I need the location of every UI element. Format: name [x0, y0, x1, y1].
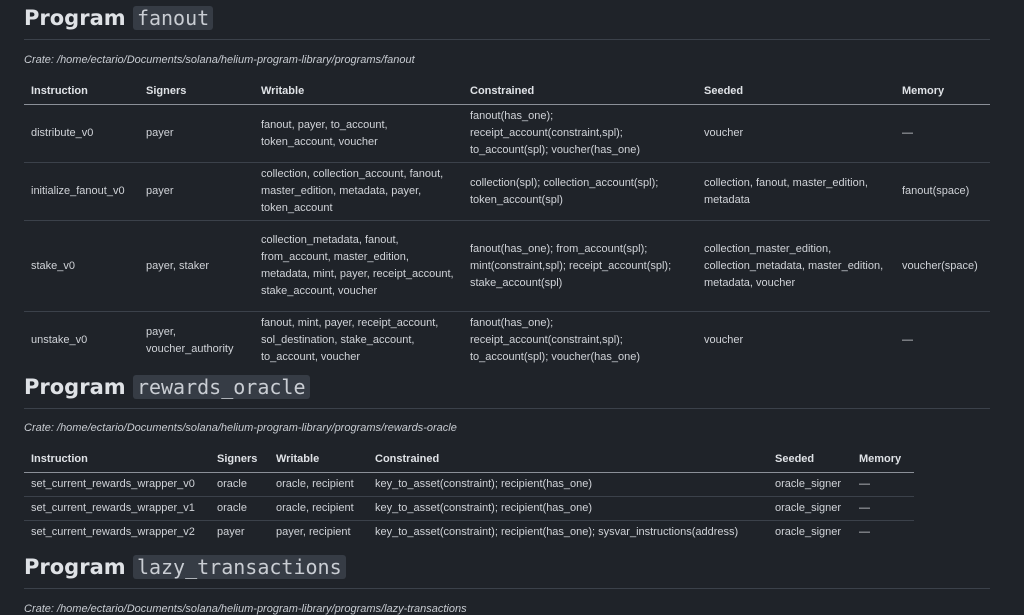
program-heading-lazy-transactions — [24, 552, 990, 582]
column-header: Memory — [852, 446, 914, 473]
table-cell: oracle_signer — [775, 477, 842, 490]
table-cell: — — [902, 334, 913, 347]
table-row — [24, 520, 914, 544]
table-cell: — — [859, 525, 870, 538]
program-heading-label: Program — [24, 555, 126, 579]
table-cell: oracle, recipient — [276, 501, 354, 514]
program-heading-fanout — [24, 0, 990, 33]
program-heading-label: Program — [24, 374, 126, 399]
column-header: Signers — [139, 78, 254, 105]
table-row — [24, 105, 990, 163]
column-header: Writable — [269, 446, 368, 473]
table-cell: key_to_asset(constraint); recipient(has_one); sysvar_instructions(address) — [375, 525, 739, 538]
column-header: Writable — [254, 78, 463, 105]
column-header: Memory — [895, 78, 990, 105]
instructions-table-rewards-oracle — [24, 446, 914, 545]
table-cell: fanout(space) — [902, 185, 970, 197]
crate-path: Crate: /home/ectario/Documents/solana/helium-program-library/programs/rewards-oracle — [24, 421, 457, 434]
crate-path: Crate: /home/ectario/Documents/solana/helium-program-library/programs/fanout — [24, 54, 415, 66]
table-cell: — — [859, 477, 870, 490]
program-name-code: rewards_oracle — [133, 375, 310, 399]
table-cell: fanout, payer, to_account, token_account, voucher — [261, 118, 388, 148]
table-cell: oracle — [217, 477, 247, 490]
table-row — [24, 496, 914, 520]
column-header: Seeded — [697, 78, 895, 105]
table-row — [24, 163, 990, 221]
table-cell: distribute_v0 — [31, 127, 94, 139]
table-cell: key_to_asset(constraint); recipient(has_one) — [375, 501, 593, 514]
table-cell: collection_metadata, fanout, from_account, master_edition, metadata, mint, payer, receipt_account, stake_account, voucher — [261, 234, 454, 297]
section-divider — [24, 408, 990, 409]
program-heading-rewards-oracle — [24, 372, 990, 402]
table-cell: fanout(has_one); receipt_account(constraint,spl); to_account(spl); voucher(has_one) — [470, 317, 640, 364]
table-cell: collection, collection_account, fanout, master_edition, metadata, payer, token_account — [261, 168, 444, 214]
table-row — [24, 312, 990, 370]
table-cell: oracle_signer — [775, 501, 842, 514]
table-cell: collection_master_edition, collection_metadata, master_edition, metadata, voucher — [704, 242, 884, 289]
table-cell: payer — [146, 127, 174, 139]
program-name-code: fanout — [133, 6, 213, 30]
table-cell: voucher(space) — [902, 259, 978, 272]
crate-path: Crate: /home/ectario/Documents/solana/helium-program-library/programs/lazy-transactions — [24, 603, 467, 615]
table-cell: fanout(has_one); receipt_account(constraint,spl); to_account(spl); voucher(has_one) — [470, 110, 640, 156]
table-cell: fanout, mint, payer, receipt_account, sol_destination, stake_account, to_account, voucher — [261, 317, 439, 364]
table-cell: collection(spl); collection_account(spl); token_account(spl) — [470, 176, 659, 206]
table-cell: — — [859, 501, 870, 514]
table-cell: collection, fanout, master_edition, metadata — [704, 176, 868, 206]
table-header-row — [24, 78, 990, 105]
table-cell: key_to_asset(constraint); recipient(has_one) — [375, 477, 593, 490]
table-cell: unstake_v0 — [31, 334, 88, 347]
table-cell: oracle_signer — [775, 525, 842, 538]
table-cell: payer — [217, 525, 245, 538]
column-header: Signers — [210, 446, 269, 473]
table-cell: initialize_fanout_v0 — [31, 185, 125, 197]
table-row — [24, 221, 990, 312]
column-header: Constrained — [368, 446, 768, 473]
table-cell: payer, voucher_authority — [146, 325, 234, 355]
table-cell: oracle, recipient — [276, 477, 354, 490]
table-cell: set_current_rewards_wrapper_v0 — [31, 477, 195, 490]
table-cell: set_current_rewards_wrapper_v1 — [31, 501, 195, 514]
program-name-code: lazy_transactions — [133, 555, 346, 579]
table-header-row — [24, 446, 914, 473]
section-divider — [24, 588, 990, 589]
table-cell: stake_v0 — [31, 259, 76, 272]
section-divider — [24, 39, 990, 40]
table-cell: payer — [146, 185, 174, 197]
table-cell: payer, staker — [146, 259, 209, 272]
column-header: Instruction — [24, 446, 210, 473]
column-header: Instruction — [24, 78, 139, 105]
table-cell: payer, recipient — [276, 525, 351, 538]
instructions-table-fanout — [24, 78, 990, 370]
table-cell: voucher — [704, 334, 744, 347]
table-cell: — — [902, 127, 913, 139]
column-header: Constrained — [463, 78, 697, 105]
table-row — [24, 472, 914, 496]
table-cell: oracle — [217, 501, 247, 514]
table-cell: set_current_rewards_wrapper_v2 — [31, 525, 195, 538]
table-cell: fanout(has_one); from_account(spl); mint(constraint,spl); receipt_account(spl); stake_account(spl) — [470, 242, 672, 289]
table-cell: voucher — [704, 127, 744, 139]
program-heading-label: Program — [24, 6, 126, 30]
column-header: Seeded — [768, 446, 852, 473]
